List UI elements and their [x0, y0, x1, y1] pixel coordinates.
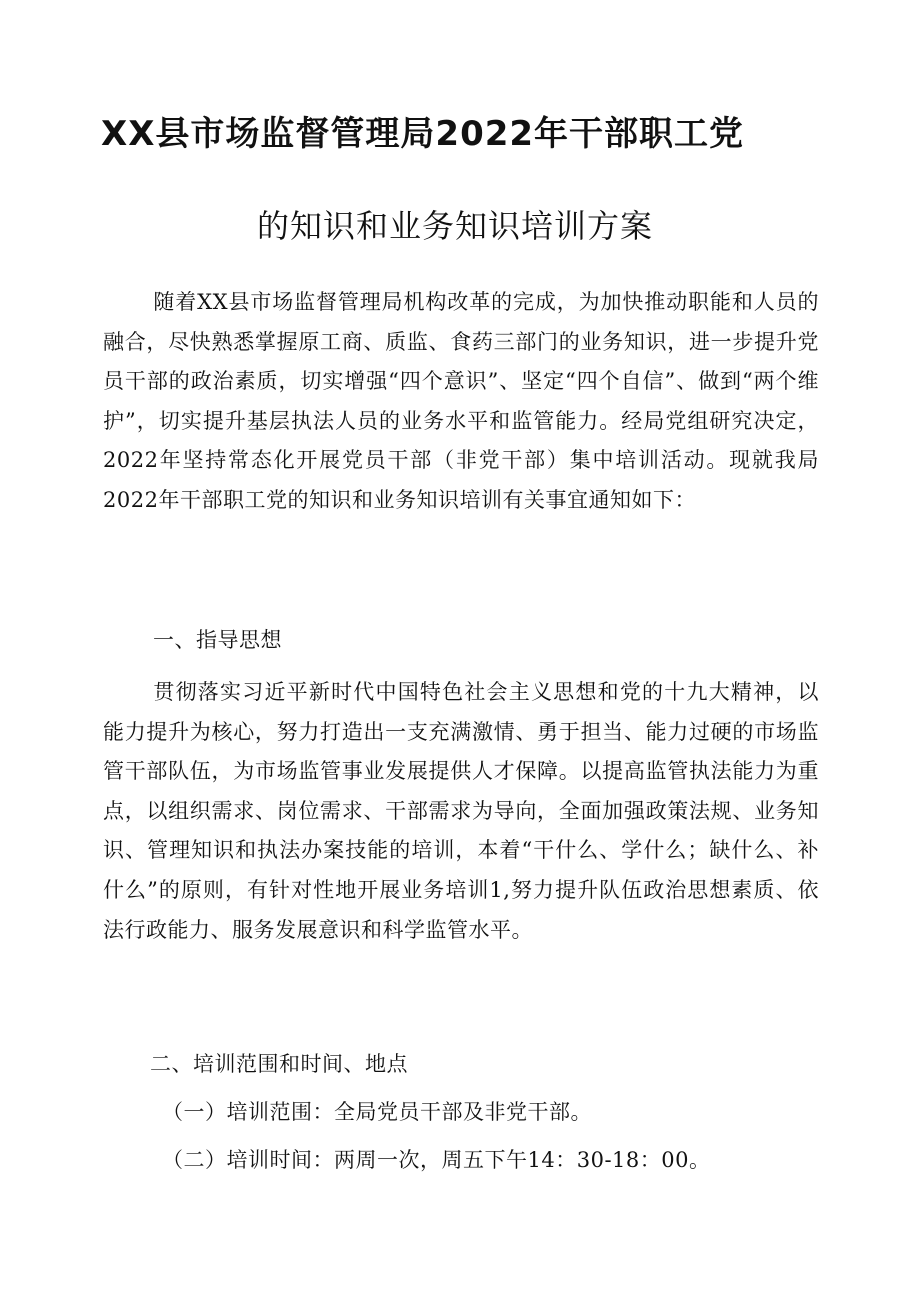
document-title-line-1: XX县市场监督管理局2022年干部职工党: [101, 114, 745, 154]
training-scope-item: （一）培训范围：全局党员干部及非党干部。: [162, 1100, 592, 1124]
document-title-line-2: 的知识和业务知识培训方案: [257, 207, 654, 245]
intro-paragraph: 随着XX县市场监督管理局机构改革的完成，为加快推动职能和人员的融合，尽快熟悉掌握原工商、质监、食药三部门的业务知识，进一步提升党员干部的政治素质，切实增强“四个意识”、坚定“四个自信”、做到“两个维护”，切实提升基层执法人员的业务水平和监管能力。经局党组研究决定，2022年坚持常态化开展党员干部（非党干部）集中培训活动。现就我局2022年干部职工党的知识和业务知识培训有关事宜通知如下：: [103, 290, 819, 512]
section-heading-guiding-ideology: 一、指导思想: [153, 628, 282, 652]
training-time-item: （二）培训时间：两周一次，周五下午14：30-18：00。: [162, 1148, 711, 1172]
section-heading-training-scope: 二、培训范围和时间、地点: [150, 1052, 408, 1076]
guiding-ideology-paragraph: 贯彻落实习近平新时代中国特色社会主义思想和党的十九大精神，以能力提升为核心，努力打造出一支充满激情、勇于担当、能力过硬的市场监管干部队伍，为市场监管事业发展提供人才保障。以提高监管执法能力为重点，以组织需求、岗位需求、干部需求为导向，全面加强政策法规、业务知识、管理知识和执法办案技能的培训，本着“干什么、学什么；缺什么、补什么”的原则，有针对性地开展业务培训1,努力提升队伍政治思想素质、依法行政能力、服务发展意识和科学监管水平。: [103, 680, 819, 942]
